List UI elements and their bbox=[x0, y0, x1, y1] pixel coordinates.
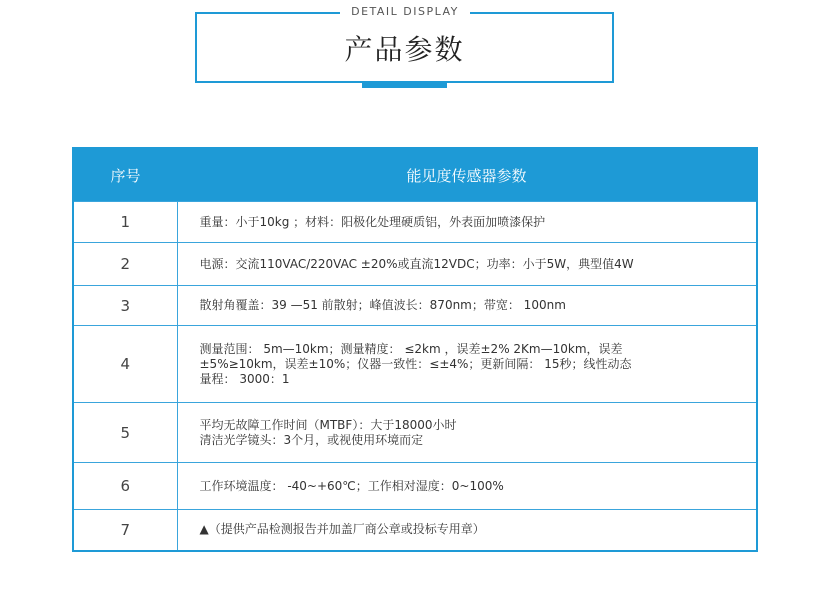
table-row bbox=[73, 243, 757, 286]
spec-table bbox=[72, 147, 758, 552]
row-description bbox=[177, 286, 757, 326]
table-row bbox=[73, 463, 757, 510]
description-line: 电源：交流110VAC/220VAC ±20%或直流12VDC；功率：小于5W，典型值4W bbox=[199, 256, 634, 271]
description-line: 平均无故障工作时间（MTBF）：大于18000小时 bbox=[199, 417, 457, 432]
description-line: 量程： 3000：1 bbox=[199, 371, 290, 386]
table-row bbox=[73, 202, 757, 243]
row-number: 3 bbox=[73, 286, 177, 326]
table-row bbox=[73, 403, 757, 463]
description-line: 清洁光学镜头：3个月，或视使用环境而定 bbox=[199, 432, 424, 447]
table-row bbox=[73, 286, 757, 326]
header-accent-bar bbox=[362, 81, 447, 88]
row-number: 4 bbox=[73, 326, 177, 403]
column-header-no: 序号 bbox=[73, 148, 177, 202]
description-line: 重量：小于10kg ；材料：阳极化处理硬质铝，外表面加喷漆保护 bbox=[199, 214, 546, 229]
column-header-spec: 能见度传感器参数 bbox=[177, 148, 757, 202]
row-description bbox=[177, 202, 757, 243]
row-description bbox=[177, 510, 757, 551]
table-header-row bbox=[73, 148, 757, 202]
header-eyebrow: DETAIL DISPLAY bbox=[351, 5, 459, 18]
row-number: 6 bbox=[73, 463, 177, 510]
row-number: 5 bbox=[73, 403, 177, 463]
row-number: 7 bbox=[73, 510, 177, 551]
row-description bbox=[177, 463, 757, 510]
row-number: 2 bbox=[73, 243, 177, 286]
description-line: 测量范围： 5m—10km；测量精度： ≤2km ，误差±2% 2Km—10km，误差 bbox=[199, 341, 623, 356]
row-description bbox=[177, 243, 757, 286]
row-description bbox=[177, 403, 757, 463]
description-line: ±5%≥10km，误差±10%；仪器一致性：≤±4%；更新间隔： 15秒；线性动态 bbox=[199, 356, 632, 371]
table-body bbox=[73, 202, 757, 551]
table-row bbox=[73, 510, 757, 551]
description-line: 散射角覆盖：39 —51 前散射；峰值波长：870nm；带宽： 100nm bbox=[199, 298, 566, 312]
row-number: 1 bbox=[73, 202, 177, 243]
row-description bbox=[177, 326, 757, 403]
description-line: ▲（提供产品检测报告并加盖厂商公章或投标专用章） bbox=[199, 522, 485, 537]
table-row bbox=[73, 326, 757, 403]
page-title: 产品参数 bbox=[344, 33, 465, 66]
description-line: 工作环境温度： -40~+60℃；工作相对湿度：0~100% bbox=[199, 478, 504, 493]
